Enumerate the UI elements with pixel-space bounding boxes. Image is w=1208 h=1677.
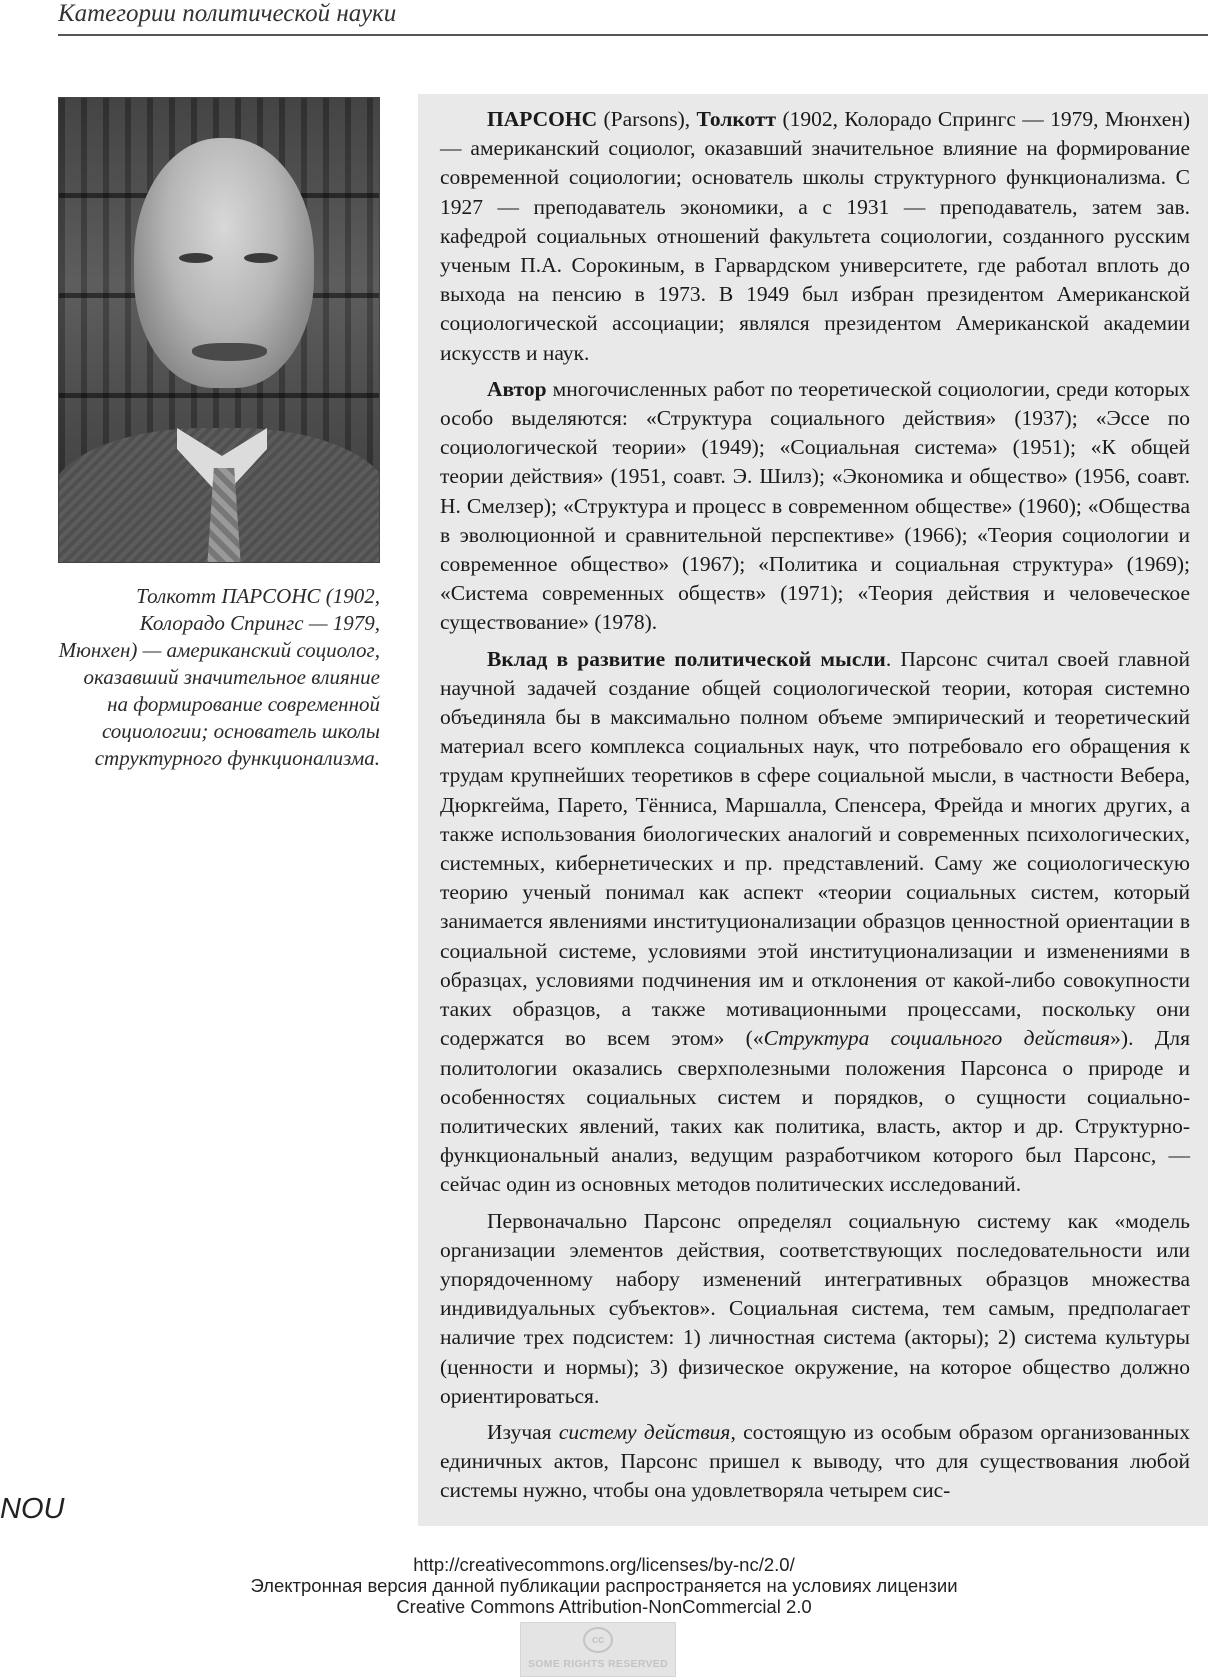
works-lead: Автор [487, 376, 547, 401]
portrait-photo [58, 97, 380, 563]
paragraph-biography: ПАРСОНС (Parsons), Толкотт (1902, Колорадо Спрингс — 1979, Мюнхен) — американский социолог, оказавший значительное влияние на формирование современной социологии; основатель школы структурного функционализма. С 1927 — преподаватель экономики, а с 1931 — преподаватель, затем зав. кафедрой социальных отношений факультета социологии, созданного русским ученым П.А. Сорокиным, в Гарвардском университете, где работал вплоть до выхода на пенсию в 1973. В 1949 был избран президентом Американской социологической ассоциации; являлся президентом Американской академии искусств и наук. [440, 107, 1190, 365]
paragraph-social-system: Первоначально Парсонс определял социальную систему как «модель организации элементов действия, соответствующих последовательности или упорядоченному набору изменений интегративных образцов множества индивидуальных субъектов». Социальная система, тем самым, предполагает наличие трех подсистем: 1) личностная система (акторы); 2) система культуры (ценности и нормы); 3) физическое окружение, на которое общество должно ориентироваться. [440, 1208, 1190, 1408]
paragraph-action-system: Изучая систему действия, состоящую из особым образом организованных единичных актов, Парсонс пришел к выводу, что для существования любой системы нужно, чтобы она удовлетворяла четырем сис- [440, 1419, 1190, 1503]
article-body [418, 94, 1208, 1526]
photo-eye-right [244, 253, 278, 263]
license-line-2: Creative Commons Attribution-NonCommercial 2.0 [396, 1596, 812, 1617]
photo-caption: Толкотт ПАРСОНС (1902, Колорадо Спрингс — 1979, Мюнхен) — американский социолог, оказавший значительное влияние на формирование современной социологии; основатель школы структурного функционализма. [58, 584, 380, 770]
first-name-bold: Толкотт [696, 107, 777, 131]
paragraph-contribution: Вклад в развитие политической мысли. Парсонс считал своей главной научной задачей создание общей социологической теории, которая системно объединяла бы в максимально полном объеме эмпирический и теоретический материал всего комплекса социальных наук, что потребовало его обращения к трудам крупнейших теоретиков в сфере социальной мысли, в частности Вебера, Дюркгейма, Парето, Тённиса, Маршалла, Спенсера, Фрейда и многих других, а также использования биологических аналогий и современных психологических, системных, кибернетических и пр. представлений. Саму же социологическую теорию ученый понимал как аспект «теории социальных систем, который занимается явлениями институционализации образцов ценностной ориентации в социальной системе, условиями этой институционализации и изменениями в образцах, условиями подчинения им и отклонения от какой-либо совокупности таких образцов, а также мотивационными процессами, поскольку они содержатся во всем этом» («Структура социального действия»). Для политологии оказались сверхполезными положения Парсонса о природе и особенностях социальных систем и порядков, о сущности социально-политических явлений, таких как политика, власть, актор и др. Структурно-функциональный анализ, ведущим разработчиком которого был Парсонс, — сейчас один из основных методов политических исследований. [440, 646, 1190, 1197]
paragraph-works: Автор многочисленных работ по теоретической социологии, среди которых особо выделяются: «Структура социального действия» (1937); «Эссе по социологической теории» (1949); «Социальная система» (1951); «К общей теории действия» (1951, соавт. Э. Шилз); «Экономика и общество» (1956, соавт. Н. Смелзер); «Структура и процесс в современном обществе» (1960); «Общества в эволюционной и сравнительной перспективе» (1966); «Теория социологии и современное общество» (1967); «Политика и социальная структура» (1969); «Система современных обществ» (1971); «Теория действия и человеческое существование» (1978). [440, 376, 1190, 635]
contribution-italic-title: Структура социального действия [763, 1026, 1111, 1051]
action-system-italic: систему действия [558, 1419, 731, 1444]
cc-badge[interactable] [520, 1622, 676, 1677]
license-url[interactable]: http://creativecommons.org/licenses/by-nc/2.0/ [413, 1554, 795, 1575]
photo-eye-left [179, 253, 213, 263]
photo-moustache [192, 343, 267, 361]
contribution-lead: Вклад в развитие политической мысли [487, 646, 886, 671]
cc-icon: cc [583, 1627, 613, 1653]
running-head-title: Категории политической науки [58, 0, 397, 27]
license-notice [0, 1554, 1208, 1617]
surname-bold: ПАРСОНС [487, 107, 598, 131]
cc-badge-text: SOME RIGHTS RESERVED [528, 1658, 668, 1670]
license-line-1: Электронная версия данной публикации распространяется на условиях лицензии [250, 1575, 958, 1596]
running-head [58, 0, 1208, 36]
margin-mark: NOU [0, 1493, 65, 1525]
